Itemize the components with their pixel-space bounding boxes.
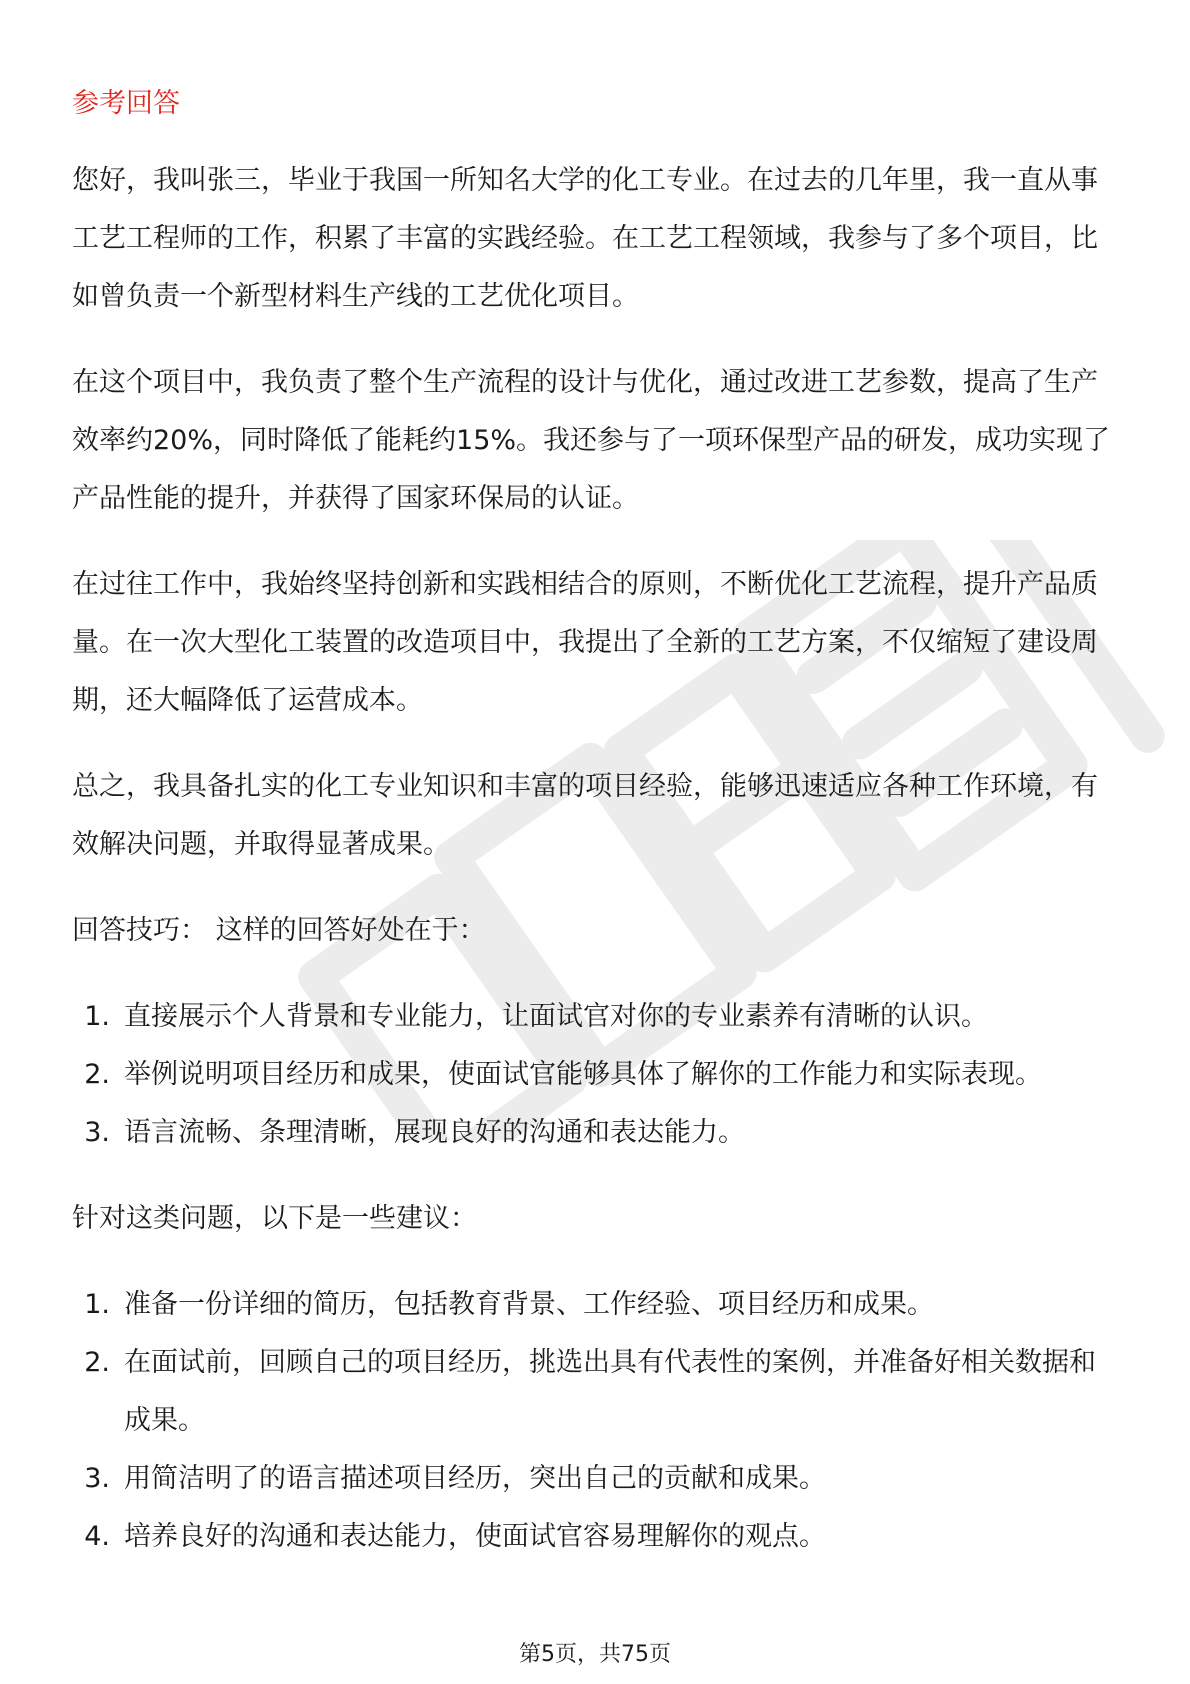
list-item [72,1334,1122,1450]
list-text: 在面试前，回顾自己的项目经历，挑选出具有代表性的案例，并准备好相关数据和成果。 [124,1347,1096,1436]
list-number: 2. [84,1347,110,1378]
list-item [72,1276,1122,1334]
answer-paragraph-1: 您好，我叫张三，毕业于我国一所知名大学的化工专业。在过去的几年里，我一直从事工艺工程师的工作，积累了丰富的实践经验。在工艺工程领域，我参与了多个项目，比如曾负责一个新型材料生产线的工艺优化项目。 [72,165,1098,312]
list-item [72,1508,1122,1566]
list-text: 语言流畅、条理清晰，展现良好的沟通和表达能力。 [124,1117,745,1148]
answer-paragraph-4: 总之，我具备扎实的化工专业知识和丰富的项目经验，能够迅速适应各种工作环境，有效解决问题，并取得显著成果。 [72,771,1098,860]
list-number: 3. [84,1463,110,1494]
main-content [72,84,1122,1594]
section-heading: 参考回答 [72,88,180,119]
list-text: 准备一份详细的简历，包括教育背景、工作经验、项目经历和成果。 [124,1289,934,1320]
answer-paragraph-3: 在过往工作中，我始终坚持创新和实践相结合的原则，不断优化工艺流程，提升产品质量。在一次大型化工装置的改造项目中，我提出了全新的工艺方案，不仅缩短了建设周期，还大幅降低了运营成本。 [72,569,1098,716]
list-item [72,1046,1122,1104]
list-text: 直接展示个人背景和专业能力，让面试官对你的专业素养有清晰的认识。 [124,1001,988,1032]
list-item [72,988,1122,1046]
tips-list [72,988,1122,1162]
page-number: 第5页，共75页 [519,1642,671,1667]
list-number: 4. [84,1521,110,1552]
advice-intro: 针对这类问题，以下是一些建议： [72,1203,477,1234]
list-number: 1. [84,1001,110,1032]
list-number: 3. [84,1117,110,1148]
list-text: 举例说明项目经历和成果，使面试官能够具体了解你的工作能力和实际表现。 [124,1059,1042,1090]
list-number: 1. [84,1289,110,1320]
answer-paragraph-2: 在这个项目中，我负责了整个生产流程的设计与优化，通过改进工艺参数，提高了生产效率约20%，同时降低了能耗约15%。我还参与了一项环保型产品的研发，成功实现了产品性能的提升，并获得了国家环保局的认证。 [72,367,1111,514]
list-text: 用简洁明了的语言描述项目经历，突出自己的贡献和成果。 [124,1463,826,1494]
list-text: 培养良好的沟通和表达能力，使面试官容易理解你的观点。 [124,1521,826,1552]
list-item [72,1104,1122,1162]
list-item [72,1450,1122,1508]
tips-intro: 回答技巧： 这样的回答好处在于： [72,915,486,946]
list-number: 2. [84,1059,110,1090]
advice-list [72,1276,1122,1566]
